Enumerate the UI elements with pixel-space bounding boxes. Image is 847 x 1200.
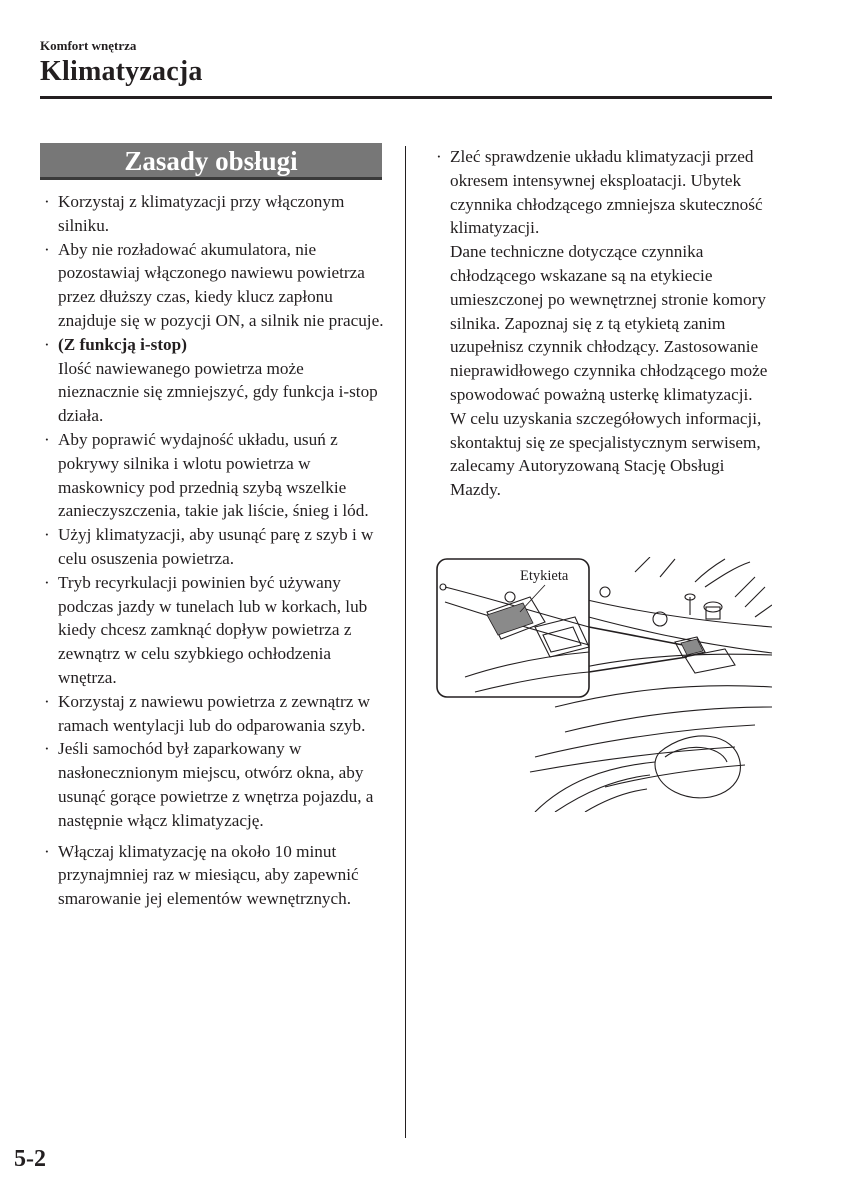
page-title: Klimatyzacja <box>40 56 203 87</box>
bullet-text: Aby poprawić wydajność układu, usuń z pokrywy silnika i wlotu powietrza w maskownicy pod przednią szybą wszelkie zanieczyszczenia, takie jak liście, śnieg i lód. <box>58 429 369 521</box>
list-item <box>44 333 388 428</box>
illustration-label: Etykieta <box>520 568 569 584</box>
bullet-text: Tryb recyrkulacji powinien być używany podczas jazdy w tunelach lub w korkach, lub kiedy chcesz zamknąć dopływ powietrza z zewnątrz w celu szybkiego ochłodzenia wnętrza. <box>58 572 368 687</box>
bullet-text: Aby nie rozładować akumulatora, nie pozostawiaj włączonego nawiewu powietrza przez dłuższy czas, kiedy klucz zapłonu znajduje się w pozycji ON, a silnik nie pracuje. <box>58 239 384 330</box>
engine-bay-illustration <box>435 557 772 812</box>
list-item <box>436 145 776 502</box>
right-column <box>436 145 776 502</box>
bullet-dot: · <box>44 192 50 211</box>
bullet-dot: · <box>44 429 50 449</box>
paragraph: Dane techniczne dotyczące czynnika chłodzącego wskazane są na etykiecie umieszczonej po wewnętrznej stronie komory silnika. Zapoznaj się z tą etykietą zanim uzupełnisz czynnik chłodzący. Zastosowanie nieprawidłowego czynnika chłodzącego może spowodować poważną usterkę klimatyzacji. <box>450 242 768 404</box>
bullet-dot: · <box>44 239 50 259</box>
paragraph: Zleć sprawdzenie układu klimatyzacji przed okresem intensywnej eksploatacji. Ubytek czynnika chłodzącego zmniejsza skuteczność klimatyzacji. <box>450 147 763 238</box>
bullet-heading: (Z funkcją i-stop) <box>58 334 187 354</box>
bullet-dot: · <box>44 739 50 759</box>
list-item <box>44 737 388 832</box>
left-column <box>44 190 388 911</box>
bullet-text: Użyj klimatyzacji, aby usunąć parę z szyb i w celu osuszenia powietrza. <box>58 525 374 568</box>
bullet-text: Włączaj klimatyzację na około 10 minut przynajmniej raz w miesiącu, aby zapewnić smarowanie jej elementów wewnętrznych. <box>58 841 359 909</box>
list-item <box>44 238 388 333</box>
section-title: Zasady obsługi <box>124 146 298 176</box>
list-item <box>44 523 388 571</box>
list-item <box>44 190 388 238</box>
bullet-dot: · <box>436 147 442 166</box>
section-band <box>40 143 382 180</box>
bullet-text: Korzystaj z nawiewu powietrza z zewnątrz w ramach wentylacji lub do odparowania szyb. <box>58 691 371 735</box>
bullet-text: Jeśli samochód był zaparkowany w nasłonecznionym miejscu, otwórz okna, aby usunąć gorące powietrze z wnętrza pojazdu, a następnie włącz klimatyzację. <box>58 739 374 830</box>
bullet-text: Ilość nawiewanego powietrza może nieznacznie się zmniejszyć, gdy funkcja i-stop działa. <box>58 358 378 426</box>
page-number: 5-2 <box>14 1146 46 1172</box>
bullet-dot: · <box>44 334 50 354</box>
bullet-text: Korzystaj z klimatyzacji przy włączonym silniku. <box>58 192 345 235</box>
list-item <box>44 840 388 911</box>
header-rule <box>40 96 772 99</box>
list-item <box>44 428 388 523</box>
bullet-dot: · <box>44 691 50 711</box>
list-item <box>44 690 388 738</box>
bullet-dot: · <box>44 841 50 861</box>
section-label: Komfort wnętrza <box>40 38 137 53</box>
paragraph: W celu uzyskania szczegółowych informacji, skontaktuj się ze specjalistycznym serwisem, zalecamy Autoryzowaną Stację Obsługi Mazdy. <box>450 408 762 500</box>
list-item <box>44 571 388 690</box>
bullet-dot: · <box>44 525 50 545</box>
column-divider <box>405 146 406 1138</box>
bullet-dot: · <box>44 572 50 592</box>
